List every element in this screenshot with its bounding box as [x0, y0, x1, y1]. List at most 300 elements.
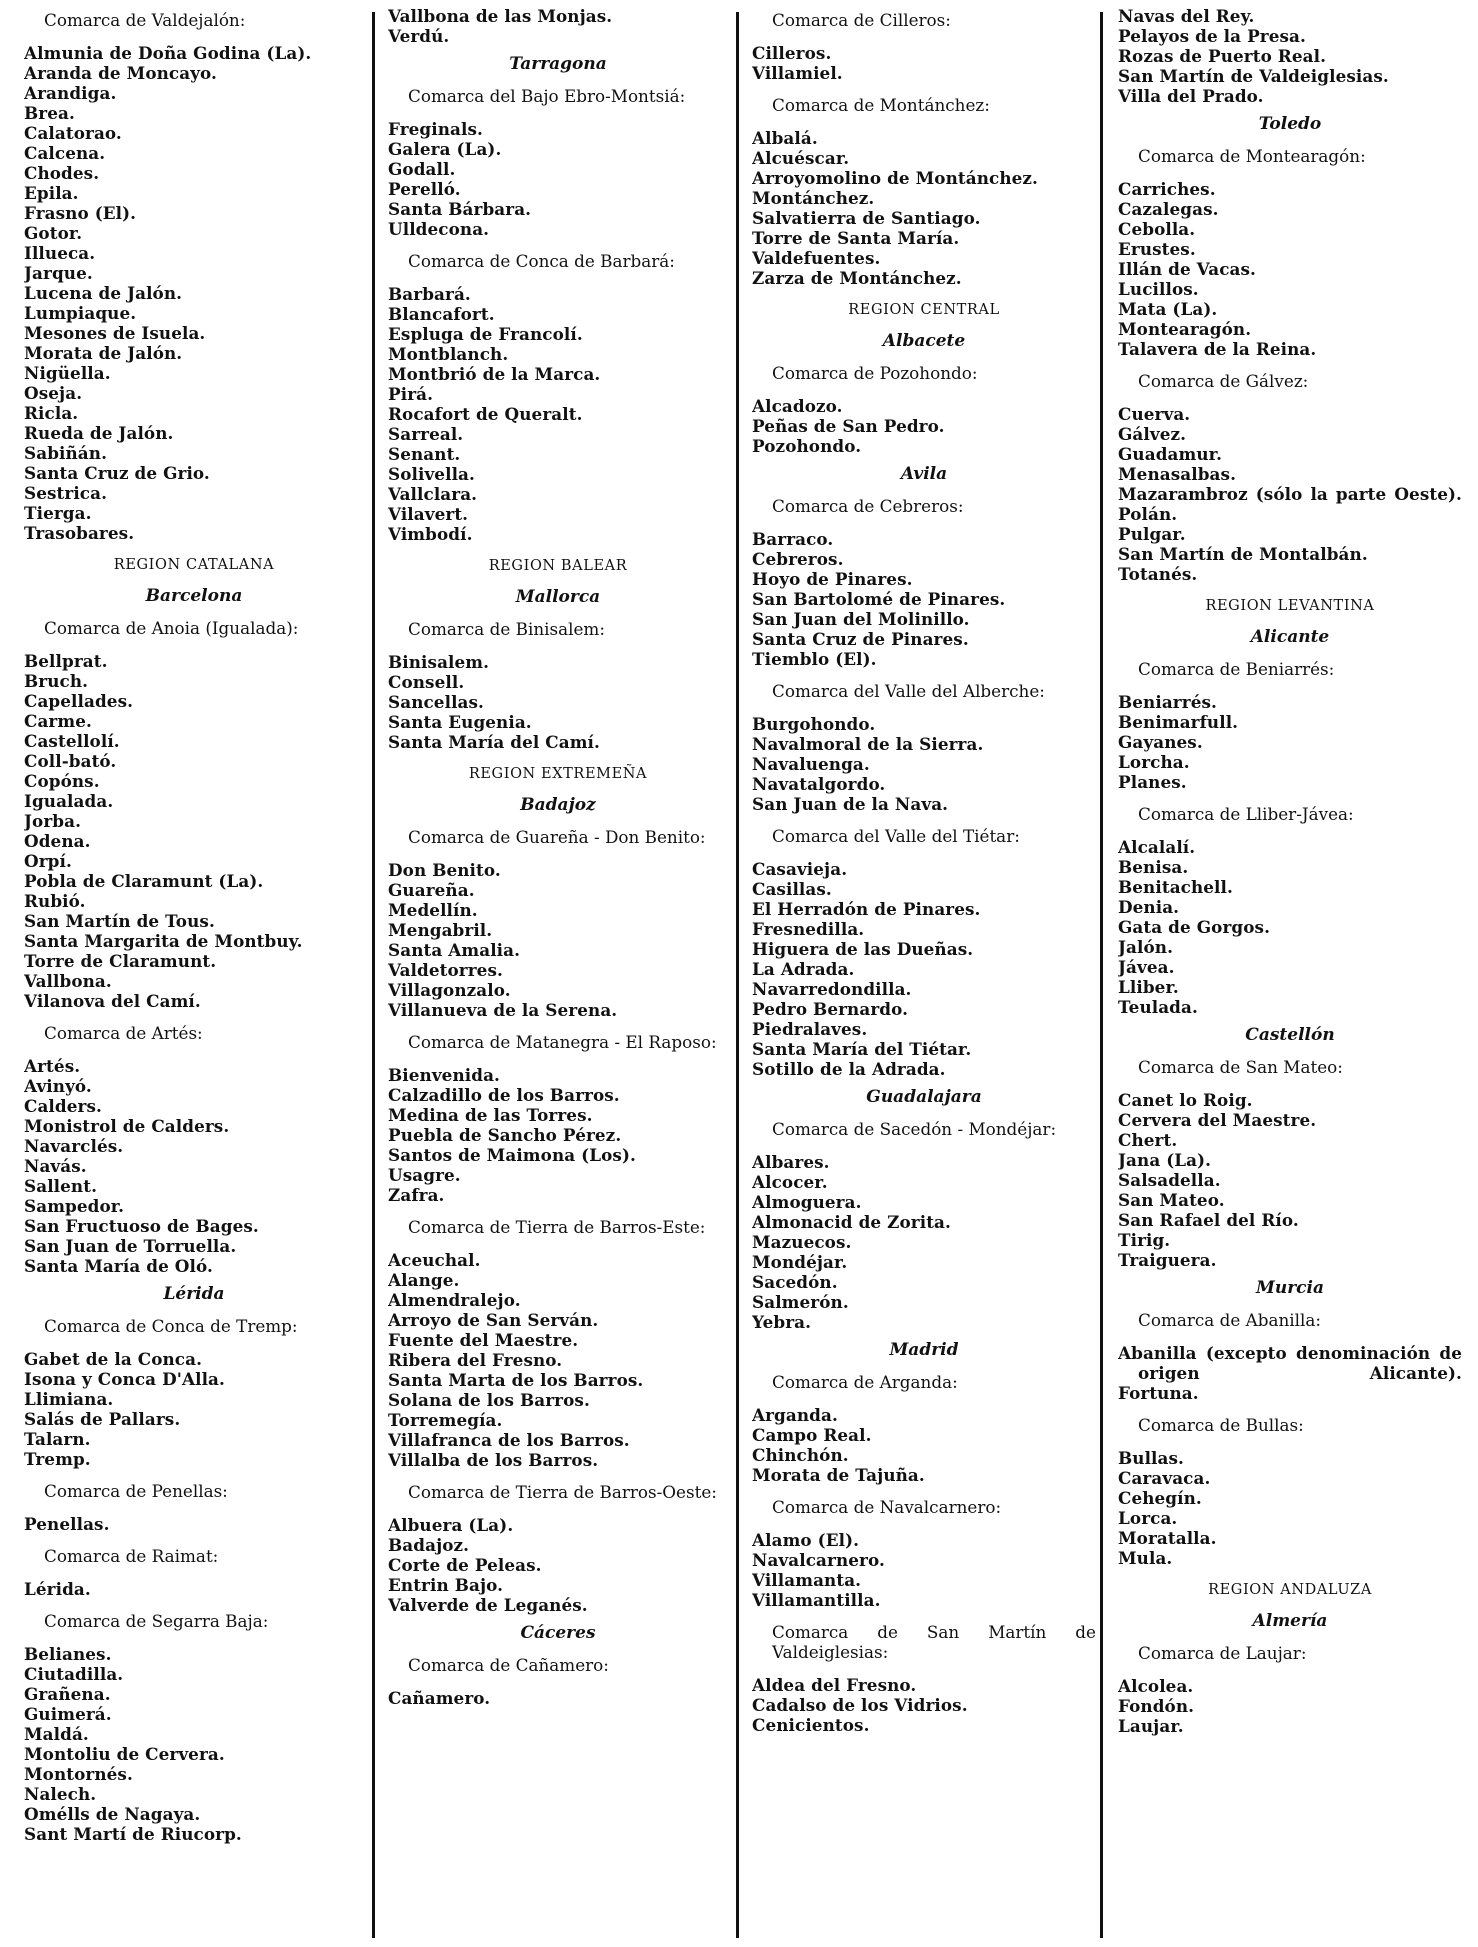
comarca-heading: Comarca de Tierra de Barros-Este: — [408, 1217, 706, 1237]
column-rule-1 — [372, 12, 375, 1938]
municipality-item: Castellolí. — [24, 731, 120, 751]
municipality-item: Torre de Santa María. — [752, 228, 960, 248]
municipality-item: Jalón. — [1118, 937, 1174, 957]
municipality-item: Sant Martí de Riucorp. — [24, 1824, 242, 1844]
municipality-item: Chert. — [1118, 1130, 1178, 1150]
municipality-item: San Martín de Valdeiglesias. — [1118, 66, 1389, 86]
municipality-item: Montbrió de la Marca. — [388, 364, 601, 384]
municipality-item: Lorcha. — [1118, 752, 1190, 772]
municipality-item: Copóns. — [24, 771, 100, 791]
municipality-item: Jana (La). — [1118, 1150, 1212, 1170]
municipality-item: Chinchón. — [752, 1445, 849, 1465]
comarca-heading: Comarca de Montánchez: — [772, 95, 990, 115]
municipality-item: Alange. — [388, 1270, 460, 1290]
municipality-item: Villagonzalo. — [388, 980, 511, 1000]
municipality-item: Vallclara. — [388, 484, 478, 504]
comarca-heading: Comarca de Bullas: — [1138, 1415, 1304, 1435]
municipality-item: Hoyo de Pinares. — [752, 569, 913, 589]
municipality-item: Santa Bárbara. — [388, 199, 532, 219]
column-1 — [24, 6, 364, 1942]
province-heading: Lérida — [163, 1284, 225, 1304]
municipality-item: Aldea del Fresno. — [752, 1675, 917, 1695]
municipality-item: Yebra. — [752, 1312, 812, 1332]
province-heading: Tarragona — [509, 54, 607, 74]
municipality-item: Villafranca de los Barros. — [388, 1430, 630, 1450]
municipality-item: Solivella. — [388, 464, 475, 484]
municipality-item: Sallent. — [24, 1176, 98, 1196]
municipality-item: Jarque. — [24, 263, 93, 283]
municipality-item: Salvatierra de Santiago. — [752, 208, 981, 228]
municipality-item: Lliber. — [1118, 977, 1179, 997]
municipality-item: Ulldecona. — [388, 219, 490, 239]
municipality-item: Mengabril. — [388, 920, 493, 940]
municipality-item: San Martín de Tous. — [24, 911, 215, 931]
municipality-item: Peñas de San Pedro. — [752, 416, 945, 436]
municipality-item: Chodes. — [24, 163, 100, 183]
municipality-item: Guimerá. — [24, 1704, 112, 1724]
municipality-item: Sabiñán. — [24, 443, 108, 463]
municipality-item: Illueca. — [24, 243, 96, 263]
municipality-item: Calzadillo de los Barros. — [388, 1085, 620, 1105]
municipality-item: Benisa. — [1118, 857, 1189, 877]
municipality-item: Galera (La). — [388, 139, 502, 159]
column-4 — [1118, 6, 1462, 1942]
municipality-item: Cadalso de los Vidrios. — [752, 1695, 968, 1715]
municipality-item: Fortuna. — [1118, 1383, 1199, 1403]
comarca-heading: Comarca de Binisalem: — [408, 619, 605, 639]
municipality-item: Alcocer. — [752, 1172, 828, 1192]
municipality-item: Lucena de Jalón. — [24, 283, 183, 303]
municipality-item: Navás. — [24, 1156, 87, 1176]
municipality-item: Vallbona de las Monjas. — [388, 6, 613, 26]
municipality-item: Tierga. — [24, 503, 92, 523]
municipality-item: Alcalalí. — [1118, 837, 1196, 857]
municipality-item: Arroyo de San Serván. — [388, 1310, 599, 1330]
municipality-item: Santos de Maimona (Los). — [388, 1145, 636, 1165]
municipality-item: Monistrol de Calders. — [24, 1116, 230, 1136]
municipality-item: Frasno (El). — [24, 203, 137, 223]
municipality-item: Ciutadilla. — [24, 1664, 124, 1684]
municipality-item: Morata de Tajuña. — [752, 1465, 925, 1485]
municipality-item: Planes. — [1118, 772, 1187, 792]
municipality-item: Cilleros. — [752, 43, 832, 63]
municipality-item: Morata de Jalón. — [24, 343, 183, 363]
municipality-item: Caravaca. — [1118, 1468, 1211, 1488]
municipality-item: Vilavert. — [388, 504, 469, 524]
municipality-item: Medina de las Torres. — [388, 1105, 593, 1125]
municipality-item: San Juan de la Nava. — [752, 794, 949, 814]
municipality-item: Solana de los Barros. — [388, 1390, 590, 1410]
municipality-item: Torre de Claramunt. — [24, 951, 217, 971]
municipality-item: Gálvez. — [1118, 424, 1187, 444]
comarca-heading: Comarca de Guareña - Don Benito: — [408, 827, 706, 847]
municipality-item: Perelló. — [388, 179, 461, 199]
municipality-item: San Rafael del Río. — [1118, 1210, 1299, 1230]
municipality-item: Teulada. — [1118, 997, 1198, 1017]
province-heading: Murcia — [1256, 1278, 1324, 1298]
municipality-item: Freginals. — [388, 119, 483, 139]
municipality-item: Traiguera. — [1118, 1250, 1217, 1270]
municipality-item: Senant. — [388, 444, 461, 464]
municipality-item: Aceuchal. — [388, 1250, 481, 1270]
municipality-item: Albuera (La). — [388, 1515, 514, 1535]
municipality-item: Maldá. — [24, 1724, 89, 1744]
municipality-item: Totanés. — [1118, 564, 1198, 584]
municipality-item: Higuera de las Dueñas. — [752, 939, 974, 959]
municipality-item: Montoliu de Cervera. — [24, 1744, 225, 1764]
municipality-item: Valverde de Leganés. — [388, 1595, 588, 1615]
municipality-item: Casavieja. — [752, 859, 848, 879]
municipality-item: Cuerva. — [1118, 404, 1191, 424]
municipality-item: San Fructuoso de Bages. — [24, 1216, 259, 1236]
municipality-item: Fondón. — [1118, 1696, 1195, 1716]
comarca-heading: Comarca de Cañamero: — [408, 1655, 609, 1675]
municipality-item: Mazarambroz (sólo la parte Oeste). — [1118, 484, 1462, 504]
municipality-item: Llimiana. — [24, 1389, 114, 1409]
comarca-heading: Comarca de Sacedón - Mondéjar: — [772, 1119, 1057, 1139]
municipality-item: Benitachell. — [1118, 877, 1233, 897]
municipality-item: Villalba de los Barros. — [388, 1450, 599, 1470]
municipality-item: Omélls de Nagaya. — [24, 1804, 201, 1824]
region-heading: REGION LEVANTINA — [1205, 598, 1375, 614]
municipality-item: Avinyó. — [24, 1076, 92, 1096]
municipality-item: San Martín de Montalbán. — [1118, 544, 1368, 564]
comarca-heading: Comarca de Anoia (Igualada): — [44, 618, 299, 638]
municipality-item: Tirig. — [1118, 1230, 1171, 1250]
municipality-item: Navaluenga. — [752, 754, 870, 774]
municipality-item: Mesones de Isuela. — [24, 323, 206, 343]
comarca-heading: Comarca de Valdejalón: — [44, 10, 246, 30]
municipality-item: Canet lo Roig. — [1118, 1090, 1253, 1110]
municipality-item: Zarza de Montánchez. — [752, 268, 962, 288]
comarca-heading: Comarca de Beniarrés: — [1138, 659, 1335, 679]
municipality-item: Benimarfull. — [1118, 712, 1239, 732]
municipality-item: Vallbona. — [24, 971, 112, 991]
municipality-item: Laujar. — [1118, 1716, 1184, 1736]
province-heading: Almería — [1252, 1611, 1328, 1631]
municipality-item: Espluga de Francolí. — [388, 324, 583, 344]
municipality-item: Lucillos. — [1118, 279, 1199, 299]
municipality-item: Bienvenida. — [388, 1065, 500, 1085]
municipality-item: Santa Eugenia. — [388, 712, 532, 732]
municipality-item: Sancellas. — [388, 692, 485, 712]
municipality-item: Coll-bató. — [24, 751, 117, 771]
comarca-heading: Comarca de San Mateo: — [1138, 1057, 1343, 1077]
municipality-item: Cazalegas. — [1118, 199, 1219, 219]
municipality-item: Penellas. — [24, 1514, 110, 1534]
municipality-item: Pobla de Claramunt (La). — [24, 871, 264, 891]
municipality-item: Alamo (El). — [752, 1530, 860, 1550]
municipality-item: Navalcarnero. — [752, 1550, 885, 1570]
municipality-item: Rueda de Jalón. — [24, 423, 174, 443]
municipality-item: Grañena. — [24, 1684, 111, 1704]
province-heading: Madrid — [889, 1340, 959, 1360]
municipality-item: Odena. — [24, 831, 91, 851]
municipality-item: Carme. — [24, 711, 92, 731]
municipality-item: El Herradón de Pinares. — [752, 899, 981, 919]
municipality-item: Arandiga. — [24, 83, 117, 103]
municipality-item: Almendralejo. — [388, 1290, 521, 1310]
municipality-item: Arganda. — [752, 1405, 838, 1425]
municipality-item: Albalá. — [752, 128, 818, 148]
province-heading: Cáceres — [520, 1623, 596, 1643]
municipality-item: Menasalbas. — [1118, 464, 1237, 484]
municipality-item: Talavera de la Reina. — [1118, 339, 1317, 359]
municipality-item: Medellín. — [388, 900, 478, 920]
comarca-heading: Comarca del Bajo Ebro-Montsiá: — [408, 86, 686, 106]
municipality-item: Santa María del Camí. — [388, 732, 600, 752]
province-heading: Toledo — [1258, 114, 1322, 134]
municipality-item: Lérida. — [24, 1579, 91, 1599]
municipality-item: Salsadella. — [1118, 1170, 1221, 1190]
document-page — [14, 6, 1466, 1942]
municipality-item: La Adrada. — [752, 959, 855, 979]
municipality-item: Denia. — [1118, 897, 1180, 917]
municipality-item: Piedralaves. — [752, 1019, 868, 1039]
municipality-item: Jávea. — [1118, 957, 1175, 977]
municipality-item: Barbará. — [388, 284, 471, 304]
municipality-item: Santa Amalia. — [388, 940, 521, 960]
comarca-heading: Comarca de Laujar: — [1138, 1643, 1307, 1663]
municipality-item: Santa María de Oló. — [24, 1256, 213, 1276]
municipality-item: Verdú. — [388, 26, 450, 46]
column-rule-2 — [736, 12, 739, 1938]
municipality-item: Brea. — [24, 103, 75, 123]
municipality-item: Villanueva de la Serena. — [388, 1000, 618, 1020]
municipality-item: Navalmoral de la Sierra. — [752, 734, 984, 754]
municipality-item: Erustes. — [1118, 239, 1196, 259]
municipality-item: Sacedón. — [752, 1272, 838, 1292]
municipality-item: Tiemblo (El). — [752, 649, 877, 669]
municipality-item: Cebreros. — [752, 549, 844, 569]
municipality-item: Isona y Conca D'Alla. — [24, 1369, 225, 1389]
municipality-item: Alcuéscar. — [752, 148, 850, 168]
municipality-item: Calatorao. — [24, 123, 122, 143]
municipality-item: Gabet de la Conca. — [24, 1349, 203, 1369]
municipality-item: Nigüella. — [24, 363, 111, 383]
municipality-item: Almonacid de Zorita. — [752, 1212, 951, 1232]
province-heading: Badajoz — [520, 795, 596, 815]
municipality-item: Salás de Pallars. — [24, 1409, 181, 1429]
municipality-item: Belianes. — [24, 1644, 112, 1664]
municipality-item: Santa María del Tiétar. — [752, 1039, 972, 1059]
municipality-item: Villamanta. — [752, 1570, 862, 1590]
municipality-item: Rubió. — [24, 891, 86, 911]
municipality-item: Almunia de Doña Godina (La). — [24, 43, 312, 63]
municipality-item: Valdefuentes. — [752, 248, 881, 268]
municipality-item: Almoguera. — [752, 1192, 862, 1212]
municipality-item: Alcadozo. — [752, 396, 843, 416]
municipality-item: Godall. — [388, 159, 456, 179]
municipality-item: Campo Real. — [752, 1425, 872, 1445]
municipality-item: Don Benito. — [388, 860, 501, 880]
province-heading: Guadalajara — [866, 1087, 982, 1107]
municipality-item: Polán. — [1118, 504, 1178, 524]
province-heading: Castellón — [1245, 1025, 1335, 1045]
comarca-heading: Comarca de Conca de Barbará: — [408, 251, 675, 271]
municipality-item: Sotillo de la Adrada. — [752, 1059, 946, 1079]
municipality-item: Ricla. — [24, 403, 79, 423]
municipality-item: Barraco. — [752, 529, 834, 549]
municipality-item: Vilanova del Camí. — [24, 991, 201, 1011]
municipality-item: Pulgar. — [1118, 524, 1186, 544]
municipality-item: Sestrica. — [24, 483, 108, 503]
municipality-item: Navatalgordo. — [752, 774, 886, 794]
municipality-item: Montánchez. — [752, 188, 875, 208]
municipality-item: Lorca. — [1118, 1508, 1178, 1528]
municipality-item: Fresnedilla. — [752, 919, 865, 939]
municipality-item: Nalech. — [24, 1784, 97, 1804]
municipality-item: Gata de Gorgos. — [1118, 917, 1271, 937]
municipality-item: Montearagón. — [1118, 319, 1252, 339]
comarca-heading: Comarca de San Martín de Valdeiglesias: — [772, 1622, 1096, 1662]
municipality-item: Trasobares. — [24, 523, 135, 543]
comarca-heading: Comarca de Artés: — [44, 1023, 203, 1043]
province-heading: Albacete — [882, 331, 966, 351]
municipality-item: Pozohondo. — [752, 436, 862, 456]
municipality-item: Oseja. — [24, 383, 83, 403]
municipality-item: Zafra. — [388, 1185, 445, 1205]
municipality-item: Bruch. — [24, 671, 89, 691]
region-heading: REGION CATALANA — [113, 557, 275, 573]
municipality-item: Orpí. — [24, 851, 72, 871]
municipality-item: Santa Marta de los Barros. — [388, 1370, 644, 1390]
municipality-item: Cenicientos. — [752, 1715, 870, 1735]
comarca-heading: Comarca de Conca de Tremp: — [44, 1316, 298, 1336]
municipality-item: Binisalem. — [388, 652, 490, 672]
municipality-item: Montornés. — [24, 1764, 133, 1784]
municipality-item: Cebolla. — [1118, 219, 1196, 239]
municipality-item: Artés. — [24, 1056, 81, 1076]
province-heading: Barcelona — [145, 586, 243, 606]
column-rule-3 — [1100, 12, 1103, 1938]
municipality-item: Vimbodí. — [388, 524, 473, 544]
municipality-item: Casillas. — [752, 879, 832, 899]
municipality-item: Usagre. — [388, 1165, 461, 1185]
comarca-heading: Comarca del Valle del Tiétar: — [772, 826, 1020, 846]
comarca-heading: Comarca de Cilleros: — [772, 10, 951, 30]
municipality-item: Torremegía. — [388, 1410, 503, 1430]
municipality-item: Cañamero. — [388, 1688, 491, 1708]
municipality-item: Burgohondo. — [752, 714, 876, 734]
municipality-item: Moratalla. — [1118, 1528, 1217, 1548]
municipality-item: Calders. — [24, 1096, 102, 1116]
municipality-item: Villamiel. — [752, 63, 843, 83]
municipality-item: Pirá. — [388, 384, 434, 404]
province-heading: Alicante — [1250, 627, 1330, 647]
comarca-heading: Comarca de Pozohondo: — [772, 363, 978, 383]
municipality-item: Villamantilla. — [752, 1590, 881, 1610]
region-heading: REGION CENTRAL — [848, 302, 1000, 318]
municipality-item: Blancafort. — [388, 304, 495, 324]
municipality-item: Mula. — [1118, 1548, 1173, 1568]
province-heading: Avila — [900, 464, 948, 484]
municipality-item: Carriches. — [1118, 179, 1216, 199]
comarca-heading: Comarca de Matanegra - El Raposo: — [408, 1032, 717, 1052]
municipality-item: Santa Cruz de Pinares. — [752, 629, 969, 649]
municipality-item: Gotor. — [24, 223, 83, 243]
municipality-item: Lumpiaque. — [24, 303, 137, 323]
municipality-item: Puebla de Sancho Pérez. — [388, 1125, 622, 1145]
municipality-item: Mata (La). — [1118, 299, 1218, 319]
municipality-item: Salmerón. — [752, 1292, 849, 1312]
comarca-heading: Comarca de Tierra de Barros-Oeste: — [408, 1482, 717, 1502]
municipality-item: Alcolea. — [1118, 1676, 1194, 1696]
municipality-item: Jorba. — [24, 811, 82, 831]
municipality-item: Bullas. — [1118, 1448, 1184, 1468]
comarca-heading: Comarca de Raimat: — [44, 1546, 219, 1566]
municipality-item: Mazuecos. — [752, 1232, 852, 1252]
municipality-item: Guadamur. — [1118, 444, 1223, 464]
municipality-item: Beniarrés. — [1118, 692, 1217, 712]
municipality-item: Santa Margarita de Montbuy. — [24, 931, 303, 951]
municipality-item: Sampedor. — [24, 1196, 125, 1216]
municipality-item: Mondéjar. — [752, 1252, 848, 1272]
municipality-item: Ribera del Fresno. — [388, 1350, 563, 1370]
municipality-item: Badajoz. — [388, 1535, 470, 1555]
municipality-item: Calcena. — [24, 143, 106, 163]
municipality-item: Rocafort de Queralt. — [388, 404, 583, 424]
municipality-item: Corte de Peleas. — [388, 1555, 542, 1575]
municipality-item: Talarn. — [24, 1429, 91, 1449]
municipality-item: Navarclés. — [24, 1136, 124, 1156]
municipality-item: San Juan del Molinillo. — [752, 609, 970, 629]
municipality-item: San Juan de Torruella. — [24, 1236, 237, 1256]
comarca-heading: Comarca de Penellas: — [44, 1481, 228, 1501]
municipality-item: Montblanch. — [388, 344, 509, 364]
municipality-item: Pelayos de la Presa. — [1118, 26, 1306, 46]
comarca-heading: Comarca del Valle del Alberche: — [772, 681, 1045, 701]
municipality-item: Igualada. — [24, 791, 114, 811]
comarca-heading: Comarca de Segarra Baja: — [44, 1611, 269, 1631]
municipality-item: Illán de Vacas. — [1118, 259, 1257, 279]
municipality-item: Albares. — [752, 1152, 830, 1172]
municipality-item: Epila. — [24, 183, 79, 203]
municipality-item: Guareña. — [388, 880, 475, 900]
municipality-item: Navas del Rey. — [1118, 6, 1255, 26]
municipality-item: Fuente del Maestre. — [388, 1330, 579, 1350]
municipality-item: Bellprat. — [24, 651, 108, 671]
municipality-item: Entrin Bajo. — [388, 1575, 504, 1595]
comarca-heading: Comarca de Lliber-Jávea: — [1138, 804, 1354, 824]
municipality-item: Arroyomolino de Montánchez. — [752, 168, 1038, 188]
region-heading: REGION BALEAR — [488, 558, 628, 574]
municipality-item: Cervera del Maestre. — [1118, 1110, 1317, 1130]
municipality-item: San Bartolomé de Pinares. — [752, 589, 1006, 609]
municipality-item: Pedro Bernardo. — [752, 999, 909, 1019]
comarca-heading: Comarca de Navalcarnero: — [772, 1497, 1002, 1517]
municipality-item: Villa del Prado. — [1118, 86, 1264, 106]
municipality-item: Consell. — [388, 672, 465, 692]
region-heading: REGION ANDALUZA — [1208, 1582, 1372, 1598]
municipality-item: Navarredondilla. — [752, 979, 912, 999]
comarca-heading: Comarca de Cebreros: — [772, 496, 964, 516]
municipality-item: San Mateo. — [1118, 1190, 1225, 1210]
municipality-item: Aranda de Moncayo. — [24, 63, 217, 83]
municipality-item: Cehegín. — [1118, 1488, 1202, 1508]
column-2 — [388, 6, 728, 1942]
municipality-item: Sarreal. — [388, 424, 464, 444]
municipality-item: Valdetorres. — [388, 960, 503, 980]
municipality-item: Santa Cruz de Grio. — [24, 463, 210, 483]
comarca-heading: Comarca de Gálvez: — [1138, 371, 1309, 391]
municipality-item: Capellades. — [24, 691, 134, 711]
region-heading: REGION EXTREMEÑA — [468, 766, 648, 782]
province-heading: Mallorca — [515, 587, 601, 607]
municipality-item: Abanilla (excepto denominación de origen Alicante). — [1118, 1343, 1462, 1383]
municipality-item: Gayanes. — [1118, 732, 1203, 752]
municipality-item: Tremp. — [24, 1449, 91, 1469]
